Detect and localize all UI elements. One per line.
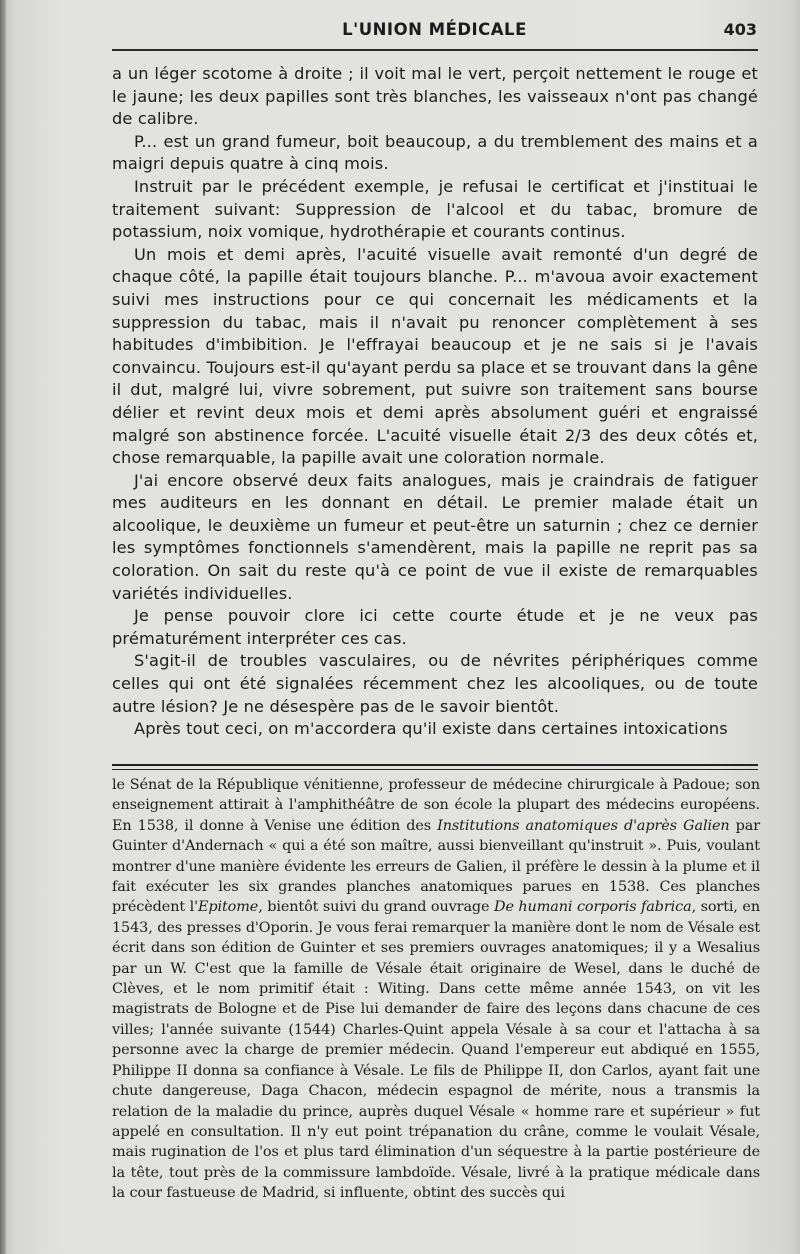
running-title: L'UNION MÉDICALE	[342, 20, 527, 39]
paragraph: S'agit-il de troubles vasculaires, ou de névrites périphériques comme celles qui ont été signalées récemment chez les alcooliques, ou de toute autre lésion? Je ne désespère pas de le savoir bientôt.	[112, 651, 758, 716]
footnote-paragraph	[112, 775, 760, 1204]
footnote-text: par Guinter d'Andernach « qui a été son maître, aussi bienveillant qu'instruit ». Puis, voulant montrer d'une manière évidente les erreurs de Galien, il préfère le dessin à la plume et il fait exécuter les six grandes planches anatomiques parues en 1538. Ces planches précèdent l'	[112, 817, 760, 916]
page-number: 403	[723, 20, 757, 39]
paragraph: Instruit par le précédent exemple, je refusai le certificat et j'instituai le traitement suivant: Suppression de l'alcool et du tabac, bromure de potassium, noix vomique, hydrothérapie et courants continus.	[112, 176, 758, 242]
page-header	[112, 20, 757, 46]
paragraph: Je pense pouvoir clore ici cette courte étude et je ne veux pas prématurément interpréter ces cas.	[112, 606, 758, 648]
footnote-title-italic: Institutions anatomiques d'après Galien	[437, 817, 730, 834]
footnote-rule	[112, 764, 758, 770]
footnote-text: le Sénat de la République vénitienne, professeur de médecine chirurgicale à Padoue; son enseignement attirait à l'amphithéâtre de son école la plupart des médecins européens. En 1538, il donne à Venise une édition des	[112, 777, 760, 834]
paragraph: a un léger scotome à droite ; il voit mal le vert, perçoit nettement le rouge et le jaune; les deux papilles sont très blanches, les vaisseaux n'ont pas changé de calibre.	[112, 64, 758, 129]
header-rule	[112, 49, 758, 51]
paragraph: J'ai encore observé deux faits analogues, mais je craindrais de fatiguer mes auditeurs en les donnant en détail. Le premier malade était un alcoolique, le deuxième un fumeur et peut-être un saturnin ; chez ce dernier les symptômes fonctionnels s'amendèrent, mais la papille ne reprit pas sa coloration. On sait du reste qu'à ce point de vue il existe de remarquables variétés individuelles.	[112, 470, 758, 603]
binding-shadow	[0, 0, 6, 1254]
footnote-text: , bientôt suivi du grand ouvrage	[258, 899, 494, 916]
paragraph: P... est un grand fumeur, boit beaucoup, a du tremblement des mains et a maigri depuis quatre à cinq mois.	[112, 131, 758, 174]
footnote-text: , sorti, en 1543, des presses d'Oporin. Je vous ferai remarquer la manière dont le nom de Vésale est écrit dans son édition de Guinter et ses premiers ouvrages anatomiques; il y a Wesalius par un W. C'est que la famille de Vésale était originaire de Wesel, dans le duché de Clèves, et le nom primitif était : Witing. Dans cette même année 1543, on vit les magistrats de Bologne et de Pise lui demander de faire des leçons dans chacune de ces villes; l'année suivante (1544) Charles-Quint appela Vésale à sa cour et l'attacha à sa personne avec la charge de premier médecin. Quand l'empereur eut abdiqué en 1555, Philippe II donna sa confiance à Vésale. Le fils de Philippe II, don Carlos, ayant fait une chute dangereuse, Daga Chacon, médecin espagnol de mérite, nous a transmis la relation de la maladie du prince, auprès duquel Vésale « homme rare et supérieur » fut appelé en consultation. Il n'y eut point trépanation du crâne, comme le voulait Vésale, mais rugination de l'os et plus tard élimination d'un séquestre à la partie postérieure de la tête, tout près de la commissure lambdoïde. Vésale, livré à la pratique médicale dans la cour fastueuse de Madrid, si influente, obtint des succès qui	[112, 899, 760, 1202]
paragraph: Après tout ceci, on m'accordera qu'il existe dans certaines intoxications	[134, 719, 728, 739]
footnote-title-italic: De humani corporis fabrica	[494, 899, 692, 916]
paragraph: Un mois et demi après, l'acuité visuelle avait remonté d'un degré de chaque côté, la papille était toujours blanche. P... m'avoua avoir exactement suivi mes instructions pour ce qui concernait les médicaments et la suppression du tabac, mais il n'avait pu renoncer complètement à ses habitudes d'imbibition. Je l'effrayai beaucoup et je ne sais si je l'avais convaincu. Toujours est-il qu'ayant perdu sa place et se trouvant dans la gêne il dut, malgré lui, vivre sobrement, put suivre son traitement sans bourse délier et revint deux mois et demi après absolument guéri et engraissé malgré son abstinence forcée. L'acuité visuelle était 2/3 des deux côtés et, chose remarquable, la papille avait une coloration normale.	[112, 244, 758, 468]
footnote-title-italic: Epitome	[197, 899, 259, 916]
main-text	[112, 63, 758, 741]
footnote	[112, 775, 760, 1204]
